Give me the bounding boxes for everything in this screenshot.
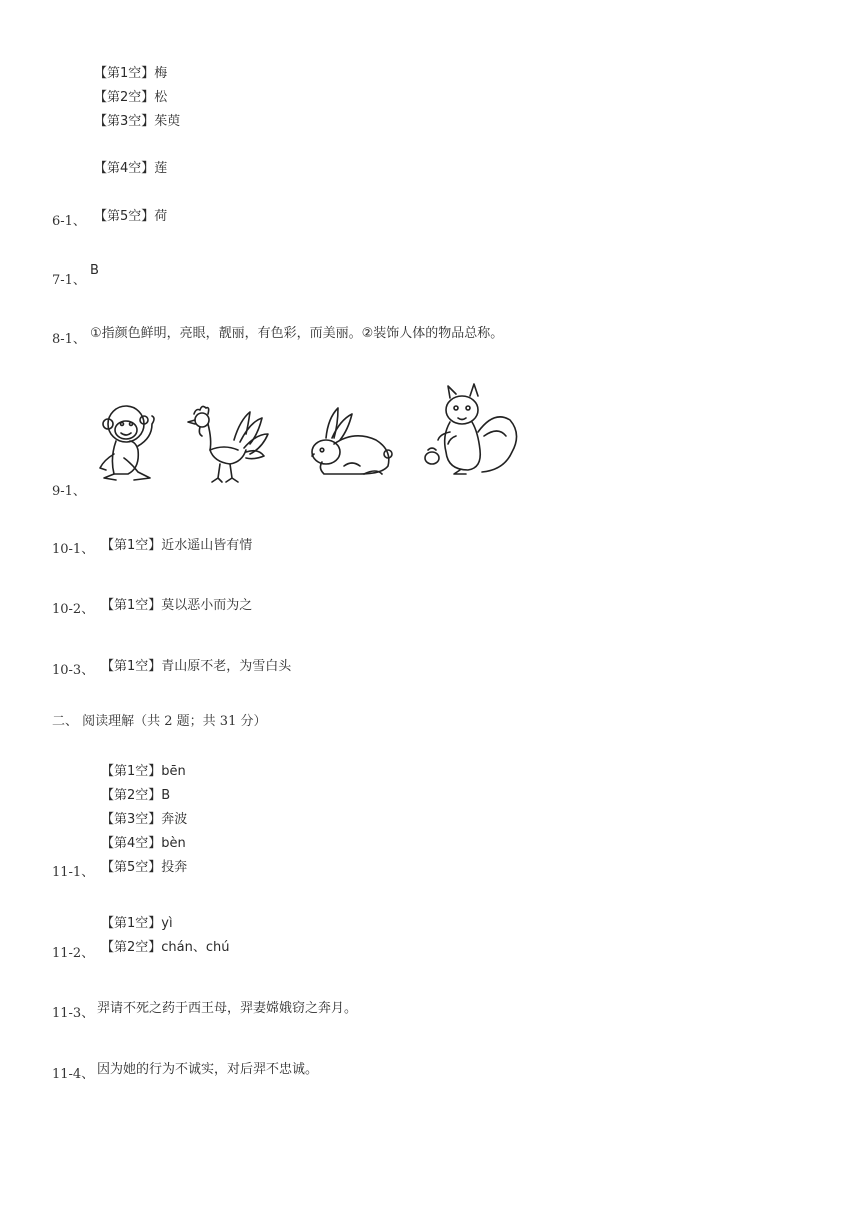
q10-3-blank-1 (101, 655, 291, 674)
blank-label: 【第3空】 (94, 114, 155, 129)
blank-answer: 近水遥山皆有情 (161, 538, 253, 553)
q6-1-blank-4 (94, 157, 167, 176)
blank-answer: yì (161, 916, 173, 931)
rooster-icon (184, 400, 274, 486)
q10-1-number: 10-1、 (52, 542, 95, 557)
blank-answer: 莲 (154, 161, 168, 176)
q11-1-blank-4 (101, 832, 186, 851)
q7-1-number: 7-1、 (52, 273, 86, 288)
q6-1-blank-5 (94, 205, 167, 224)
q11-2-blank-1 (101, 912, 173, 931)
q11-1-blank-2 (101, 784, 170, 803)
q11-4-number: 11-4、 (52, 1067, 95, 1082)
blank-label: 【第2空】 (101, 788, 162, 803)
blank-label: 【第2空】 (94, 90, 155, 105)
q11-1-blank-1 (101, 760, 186, 779)
squirrel-icon (420, 380, 524, 480)
blank-label: 【第2空】 (101, 940, 162, 955)
blank-answer: 莫以恶小而为之 (161, 598, 253, 613)
q6-1-blank-2 (94, 86, 167, 105)
blank-answer: 松 (154, 90, 168, 105)
blank-answer: 梅 (154, 66, 168, 81)
blank-label: 【第4空】 (94, 161, 155, 176)
blank-label: 【第5空】 (101, 860, 162, 875)
q11-1-blank-3 (101, 808, 187, 827)
blank-label: 【第1空】 (101, 659, 162, 674)
blank-answer: 茱萸 (154, 114, 181, 129)
blank-answer: chán、chú (161, 940, 230, 955)
blank-label: 【第3空】 (101, 812, 162, 827)
q6-1-blank-3 (94, 110, 180, 129)
q11-4-answer: 因为她的行为不诚实，对后羿不忠诚。 (97, 1062, 319, 1077)
q11-2-number: 11-2、 (52, 946, 95, 961)
blank-label: 【第1空】 (101, 916, 162, 931)
blank-answer: bèn (161, 836, 186, 851)
q11-3-number: 11-3、 (52, 1006, 95, 1021)
q11-1-number: 11-1、 (52, 865, 95, 880)
monkey-icon (94, 398, 164, 486)
blank-answer: bēn (161, 764, 186, 779)
blank-label: 【第5空】 (94, 209, 155, 224)
q10-2-number: 10-2、 (52, 602, 95, 617)
q9-1-number: 9-1、 (52, 484, 86, 499)
q6-1-blank-1 (94, 62, 167, 81)
blank-answer: 青山原不老，为雪白头 (161, 659, 292, 674)
q6-1-number: 6-1、 (52, 214, 86, 229)
q8-1-number: 8-1、 (52, 332, 86, 347)
rabbit-icon (304, 404, 396, 478)
blank-label: 【第4空】 (101, 836, 162, 851)
section-2-heading: 二、 阅读理解（共 2 题；共 31 分） (52, 714, 267, 729)
q7-1-answer: B (90, 263, 99, 278)
q10-1-blank-1 (101, 534, 252, 553)
blank-answer: B (161, 788, 171, 803)
blank-label: 【第1空】 (101, 764, 162, 779)
q10-2-blank-1 (101, 594, 252, 613)
q11-2-blank-2 (101, 936, 230, 955)
blank-label: 【第1空】 (101, 538, 162, 553)
blank-label: 【第1空】 (101, 598, 162, 613)
blank-answer: 荷 (154, 209, 168, 224)
q11-1-blank-5 (101, 856, 187, 875)
q10-3-number: 10-3、 (52, 663, 95, 678)
blank-answer: 投奔 (161, 860, 188, 875)
blank-answer: 奔波 (161, 812, 188, 827)
q11-3-answer: 羿请不死之药于西王母，羿妻嫦娥窃之奔月。 (97, 1001, 358, 1016)
blank-label: 【第1空】 (94, 66, 155, 81)
q8-1-answer: ①指颜色鲜明，亮眼，靓丽，有色彩，而美丽。②装饰人体的物品总称。 (90, 326, 504, 341)
